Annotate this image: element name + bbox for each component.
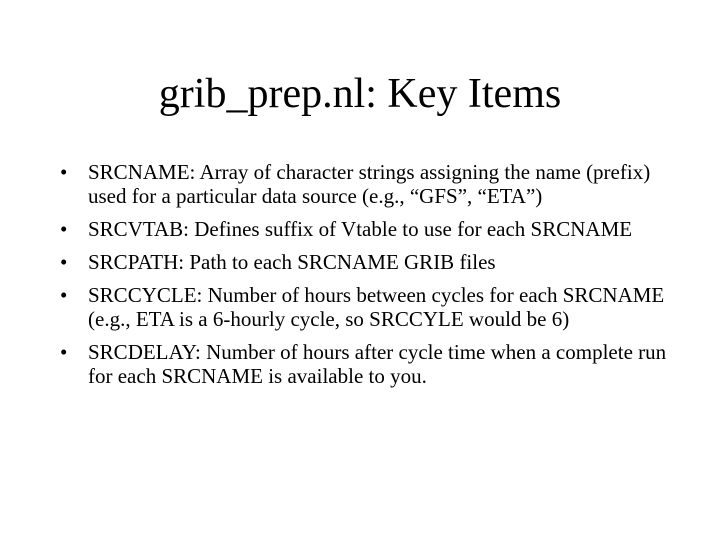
bullet-text: SRCNAME: Array of character strings assigning the name (prefix) used for a particular data source (e.g., “GFS”, “ETA”) [88, 160, 651, 208]
bullet-icon: • [60, 160, 68, 184]
bullet-text: SRCDELAY: Number of hours after cycle time when a complete run for each SRCNAME is available to you. [88, 340, 667, 388]
bullet-icon: • [60, 283, 68, 307]
slide-title: grib_prep.nl: Key Items [158, 71, 562, 117]
bullet-item-srcname [58, 160, 668, 208]
bullet-text: SRCVTAB: Defines suffix of Vtable to use for each SRCNAME [88, 217, 633, 241]
bullet-text: SRCCYCLE: Number of hours between cycles for each SRCNAME (e.g., ETA is a 6-hourly cycle, so SRCCYLE would be 6) [88, 283, 665, 331]
bullet-item-srccycle [58, 283, 668, 331]
bullet-text: SRCPATH: Path to each SRCNAME GRIB files [88, 250, 496, 274]
bullet-icon: • [60, 217, 68, 241]
bullet-icon: • [60, 250, 68, 274]
bullet-icon: • [60, 340, 68, 364]
bullet-item-srcdelay [58, 340, 668, 388]
bullet-item-srcpath [58, 250, 668, 274]
bullet-list [58, 160, 668, 397]
bullet-item-srcvtab [58, 217, 668, 241]
